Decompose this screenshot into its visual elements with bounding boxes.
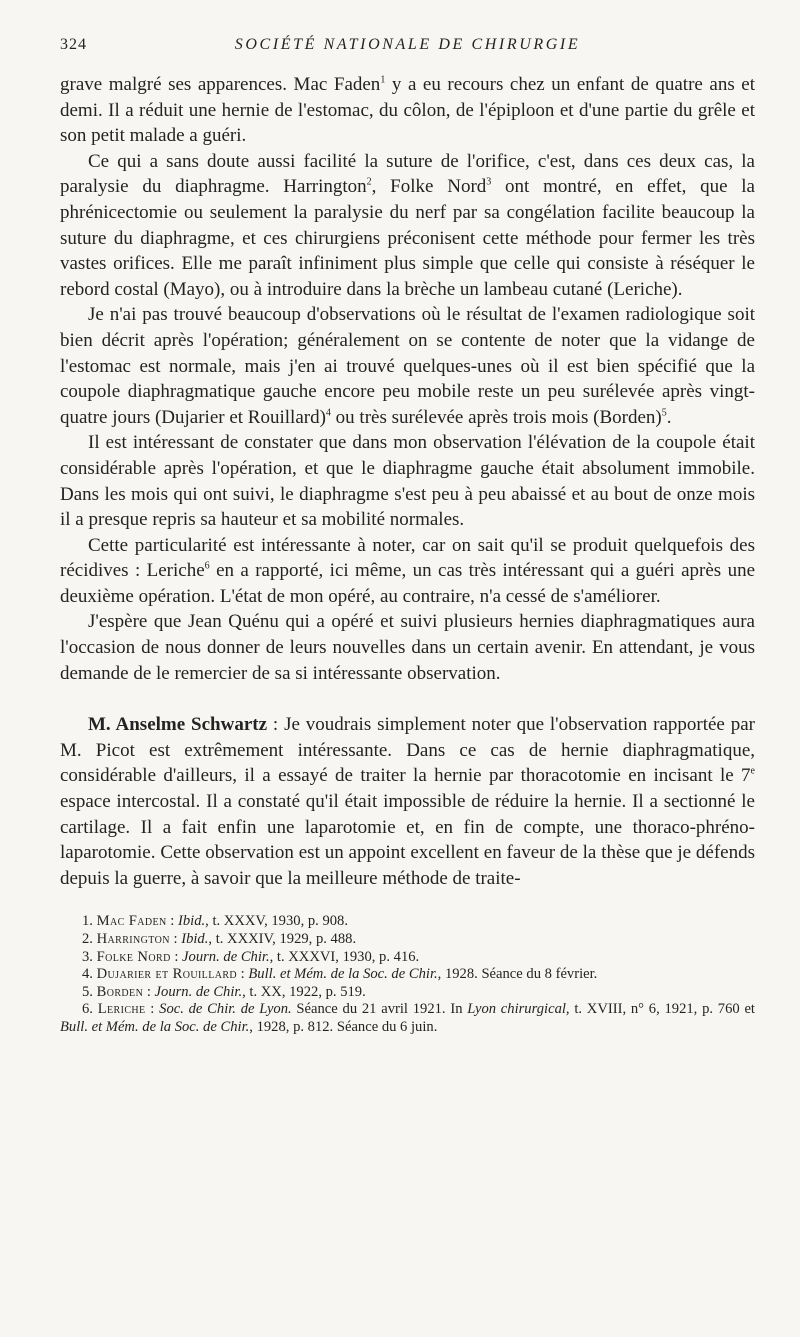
text-run: Cette particularité est intéressante à noter, car on sait qu'il se produit quelquefois des récidives : Leriche xyxy=(60,534,755,582)
text-run: en a rapporté, ici même, un cas très intéressant qui a guéri après une deuxième opération. L'état de mon opéré, au contraire, n'a cessé de s'améliorer. xyxy=(60,560,756,607)
document-page xyxy=(60,36,755,1037)
text-run: : xyxy=(237,966,249,983)
footnote-number: 1. xyxy=(82,913,93,930)
footnote-journal: Bull. et Mém. de la Soc. de Chir. xyxy=(60,1018,250,1035)
text-run: grave malgré ses apparences. Mac Faden xyxy=(60,74,381,95)
paragraph-6: J'espère que Jean Quénu qui a opéré et suivi plusieurs hernies diaphragmatiques aura l'occasion de nous donner de leurs nouvelles dans un certain avenir. En attendant, je vous demande de le remercier de sa si intéressante observation. xyxy=(60,611,755,684)
text-run: , t. XVIII, n° 6, 1921, p. 760 et xyxy=(565,1001,755,1018)
text-run: Ce qui a sans doute aussi facilité la suture de l'orifice, c'est, dans ces deux cas, la paralysie du diaphragme. Harrington xyxy=(60,150,755,198)
text-run: , 1928, p. 812. Séance du 6 juin. xyxy=(249,1018,438,1035)
footnote-journal: Journ. de Chir. xyxy=(182,948,270,965)
text-run: : Je voudrais simplement noter que l'observation rapportée par M. Picot est extrêmement intéressante. Dans ce cas de hernie diaphragmatique, considérable d'ailleurs, il a essayé de traiter la hernie par thoracotomie en incisant le 7 xyxy=(60,714,755,787)
paragraph-2 xyxy=(60,149,755,303)
footnote-3 xyxy=(60,949,755,967)
footnote-author: Folke Nord xyxy=(96,948,171,965)
text-run: espace intercostal. Il a constaté qu'il était impossible de réduire la hernie. Il a sectionné le cartilage. Il a fait enfin une laparotomie et, en fin de compte, une thoraco-phréno-laparotomie. Cette observation est un appoint excellent en faveur de la thèse que je défends depuis la guerre, à savoir que la meilleure méthode de traite- xyxy=(60,791,755,889)
text-run: , Folke Nord xyxy=(371,176,487,198)
text-run: Je n'ai pas trouvé beaucoup d'observations où le résultat de l'examen radiologique soit bien décrit après l'opération; généralement on se contente de noter que la vidange de l'estomac est normale, mais j'en ai trouvé quelques-unes où il est bien spécifié que la coupole diaphragmatique gauche encore peu mobile reste un peu surélevée après vingt-quatre jours (Dujarier et Rouillard) xyxy=(60,304,755,428)
footnote-author: Harrington xyxy=(96,931,170,947)
text-run: , 1928. Séance du 8 février. xyxy=(437,966,598,983)
text-run: , t. XXXIV, 1929, p. 488. xyxy=(208,931,357,947)
page-number: 324 xyxy=(60,36,87,53)
footnote-ref: 6 xyxy=(204,560,210,572)
footnote-journal: Ibid. xyxy=(177,913,206,930)
paragraph-4: Il est intéressant de constater que dans mon observation l'élévation de la coupole était considérable après l'opération, et que le diaphragme gauche était absolument immobile. Dans les mois qui ont suivi, le diaphragme s'est peu à peu abaissé et au bout de onze mois il a presque repris sa hauteur et sa mobilité normales. xyxy=(60,432,755,531)
footnote-2 xyxy=(60,931,755,949)
footnote-journal: Ibid. xyxy=(181,931,209,947)
running-title: SOCIÉTÉ NATIONALE DE CHIRURGIE xyxy=(234,36,581,53)
footnote-1 xyxy=(60,913,755,931)
body-text xyxy=(60,72,755,891)
page-header xyxy=(60,36,755,62)
text-run: , t. XX, 1922, p. 519. xyxy=(242,983,366,1000)
footnote-author: Dujarier et Rouillard xyxy=(96,966,238,983)
text-run: , t. XXXV, 1930, p. 908. xyxy=(205,913,348,930)
footnote-number: 3. xyxy=(82,948,93,965)
footnote-author: Borden xyxy=(96,983,144,1000)
footnote-ref: 1 xyxy=(380,74,386,86)
section-gap xyxy=(60,686,755,712)
text-run: ou très surélevée après trois mois (Borden) xyxy=(330,406,662,428)
footnotes xyxy=(60,913,755,1036)
paragraph-1 xyxy=(60,72,755,149)
footnote-5 xyxy=(60,984,755,1002)
footnote-journal: Bull. et Mém. de la Soc. de Chir. xyxy=(248,966,438,983)
footnote-ref: 4 xyxy=(325,407,331,419)
footnote-number: 5. xyxy=(82,983,93,1000)
text-run: . xyxy=(666,406,672,428)
paragraph-5 xyxy=(60,533,755,610)
text-run: : xyxy=(143,983,155,1000)
footnote-ref: 3 xyxy=(486,177,492,189)
footnote-journal: Lyon chirurgical xyxy=(467,1001,566,1018)
text-run: : xyxy=(169,931,182,947)
footnote-ref: 2 xyxy=(366,177,372,189)
footnote-number: 2. xyxy=(82,931,93,947)
footnote-number: 6. xyxy=(82,1001,93,1018)
text-run: : xyxy=(166,913,178,930)
text-run: : xyxy=(145,1001,160,1018)
text-run: , t. XXXVI, 1930, p. 416. xyxy=(269,948,420,965)
paragraph-3 xyxy=(60,302,755,430)
paragraph-7 xyxy=(60,712,755,891)
text-run: Séance du 21 avril 1921. In xyxy=(291,1001,468,1018)
footnote-journal: Soc. de Chir. de Lyon. xyxy=(159,1001,292,1018)
footnote-number: 4. xyxy=(82,966,93,983)
footnote-6 xyxy=(60,1001,755,1036)
speaker-name: M. Anselme Schwartz xyxy=(88,714,268,736)
footnote-author: Leriche xyxy=(97,1001,146,1018)
text-run: y a eu recours chez un enfant de quatre ans et demi. Il a réduit une hernie de l'estomac, du côlon, de l'épiploon et d'une partie du grêle et son petit malade a guéri. xyxy=(60,74,755,147)
text-run: : xyxy=(170,948,183,965)
footnote-journal: Journ. de Chir. xyxy=(154,983,243,1000)
footnote-author: Mac Faden xyxy=(96,913,167,930)
text-run: ont montré, en effet, que la phrénicectomie ou seulement la paralysie du nerf par sa congélation facilite beaucoup la suture du diaphragme, et ces chirurgiens préconisent cette méthode pour fermer les très vastes orifices. Elle me paraît infiniment plus simple que celle qui consiste à réséquer le rebord costal (Mayo), ou à introduire dans la brèche un lambeau cutané (Leriche). xyxy=(60,176,755,300)
footnote-ref: 5 xyxy=(661,407,667,419)
ordinal-suffix: e xyxy=(750,766,755,778)
footnote-4 xyxy=(60,966,755,984)
